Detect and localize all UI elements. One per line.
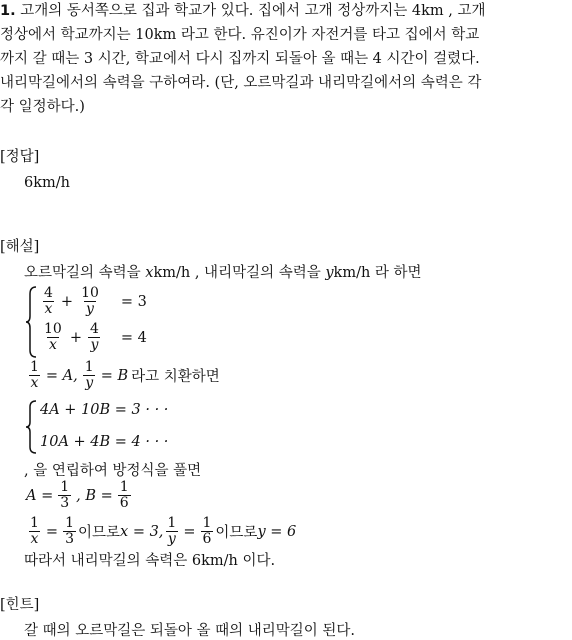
problem-text-1: 고개의 동서쪽으로 집과 학교가 있다. 집에서 고개 정상까지는 4km , 고개 — [20, 3, 486, 19]
system2-row-1: 4A + 10B = 3 · · · — [40, 402, 169, 418]
hint-heading: [힌트] — [0, 597, 40, 613]
intro-text-b: km/h , 내리막길의 속력을 — [153, 265, 326, 281]
frac-4-over-y: $\frac{4}{y}$ — [89, 321, 99, 353]
problem-line-5: 각 일정하다.) — [0, 99, 85, 115]
a-equals: A = — [26, 487, 54, 504]
b-equals: , B = — [76, 487, 113, 504]
rhs-3: = 3 — [120, 293, 147, 310]
system1-row-1 — [40, 286, 147, 317]
text-imeuro-1: 이므로 — [78, 525, 121, 541]
problem-line-1 — [0, 2, 485, 20]
equals-2: = — [183, 523, 196, 540]
eq-A: = A, — [45, 367, 78, 384]
frac-1-over-3-2: $\frac{1}{3}$ — [65, 515, 74, 547]
system1-row-2 — [40, 322, 147, 353]
plus-sign: + — [60, 293, 74, 310]
solution-intro — [24, 264, 422, 282]
frac-10-over-x: $\frac{10}{x}$ — [44, 321, 62, 353]
frac-1-over-y-2: $\frac{1}{y}$ — [167, 515, 177, 547]
frac-4-over-x: $\frac{4}{x}$ — [44, 285, 53, 317]
equation-system-2 — [24, 398, 224, 456]
xy-values-line — [26, 516, 296, 547]
hint-text: 갈 때의 오르막길은 되돌아 올 때의 내리막길이 된다. — [24, 623, 356, 639]
y-equals-6: y = 6 — [257, 523, 297, 540]
frac-1-over-x-2: $\frac{1}{x}$ — [30, 515, 39, 547]
left-brace-1 — [26, 286, 38, 358]
system2-row-2: 10A + 4B = 4 · · · — [40, 434, 169, 450]
frac-1-over-y: $\frac{1}{y}$ — [84, 359, 94, 391]
var-x: x — [145, 265, 154, 281]
eq-B: = B — [100, 367, 129, 384]
problem-line-4: 내리막길에서의 속력을 구하여라. (단, 오르막길과 내리막길에서의 속력은 각 — [0, 75, 482, 91]
frac-1-over-6: $\frac{1}{6}$ — [119, 479, 129, 511]
problem-line-2: 정상에서 학교까지는 10km 라고 한다. 유진이가 자전거를 타고 집에서 학교 — [0, 27, 480, 43]
solve-text: , 을 연립하여 방정식을 풀면 — [24, 463, 202, 479]
var-y: y — [325, 265, 334, 281]
frac-1-over-6-2: $\frac{1}{6}$ — [202, 515, 212, 547]
frac-1-over-x: $\frac{1}{x}$ — [30, 359, 39, 391]
conclusion: 따라서 내리막길의 속력은 6km/h 이다. — [24, 553, 276, 569]
ab-values-line — [26, 480, 133, 511]
solution-heading: [해설] — [0, 239, 40, 255]
equation-system-1 — [24, 284, 224, 360]
intro-text-c: km/h 라 하면 — [333, 265, 422, 281]
x-equals-3: x = 3, — [120, 523, 164, 540]
frac-1-over-3: $\frac{1}{3}$ — [60, 479, 70, 511]
problem-number: 1. — [0, 3, 16, 19]
answer-value: 6km/h — [24, 175, 70, 191]
substitution-line — [26, 360, 220, 391]
plus-sign: + — [69, 329, 82, 346]
equals-1: = — [45, 523, 59, 540]
answer-heading: [정답] — [0, 149, 40, 165]
text-imeuro-2: 이므로 — [215, 525, 258, 541]
intro-text-a: 오르막길의 속력을 — [24, 265, 146, 281]
rhs-4: = 4 — [120, 329, 147, 346]
substitution-tail: 라고 치환하면 — [131, 369, 220, 385]
problem-line-3: 까지 갈 때는 3 시간, 학교에서 다시 집까지 되돌아 올 때는 4 시간이 걸렸다. — [0, 51, 480, 67]
frac-10-over-y: $\frac{10}{y}$ — [81, 285, 99, 317]
left-brace-2 — [26, 400, 38, 454]
